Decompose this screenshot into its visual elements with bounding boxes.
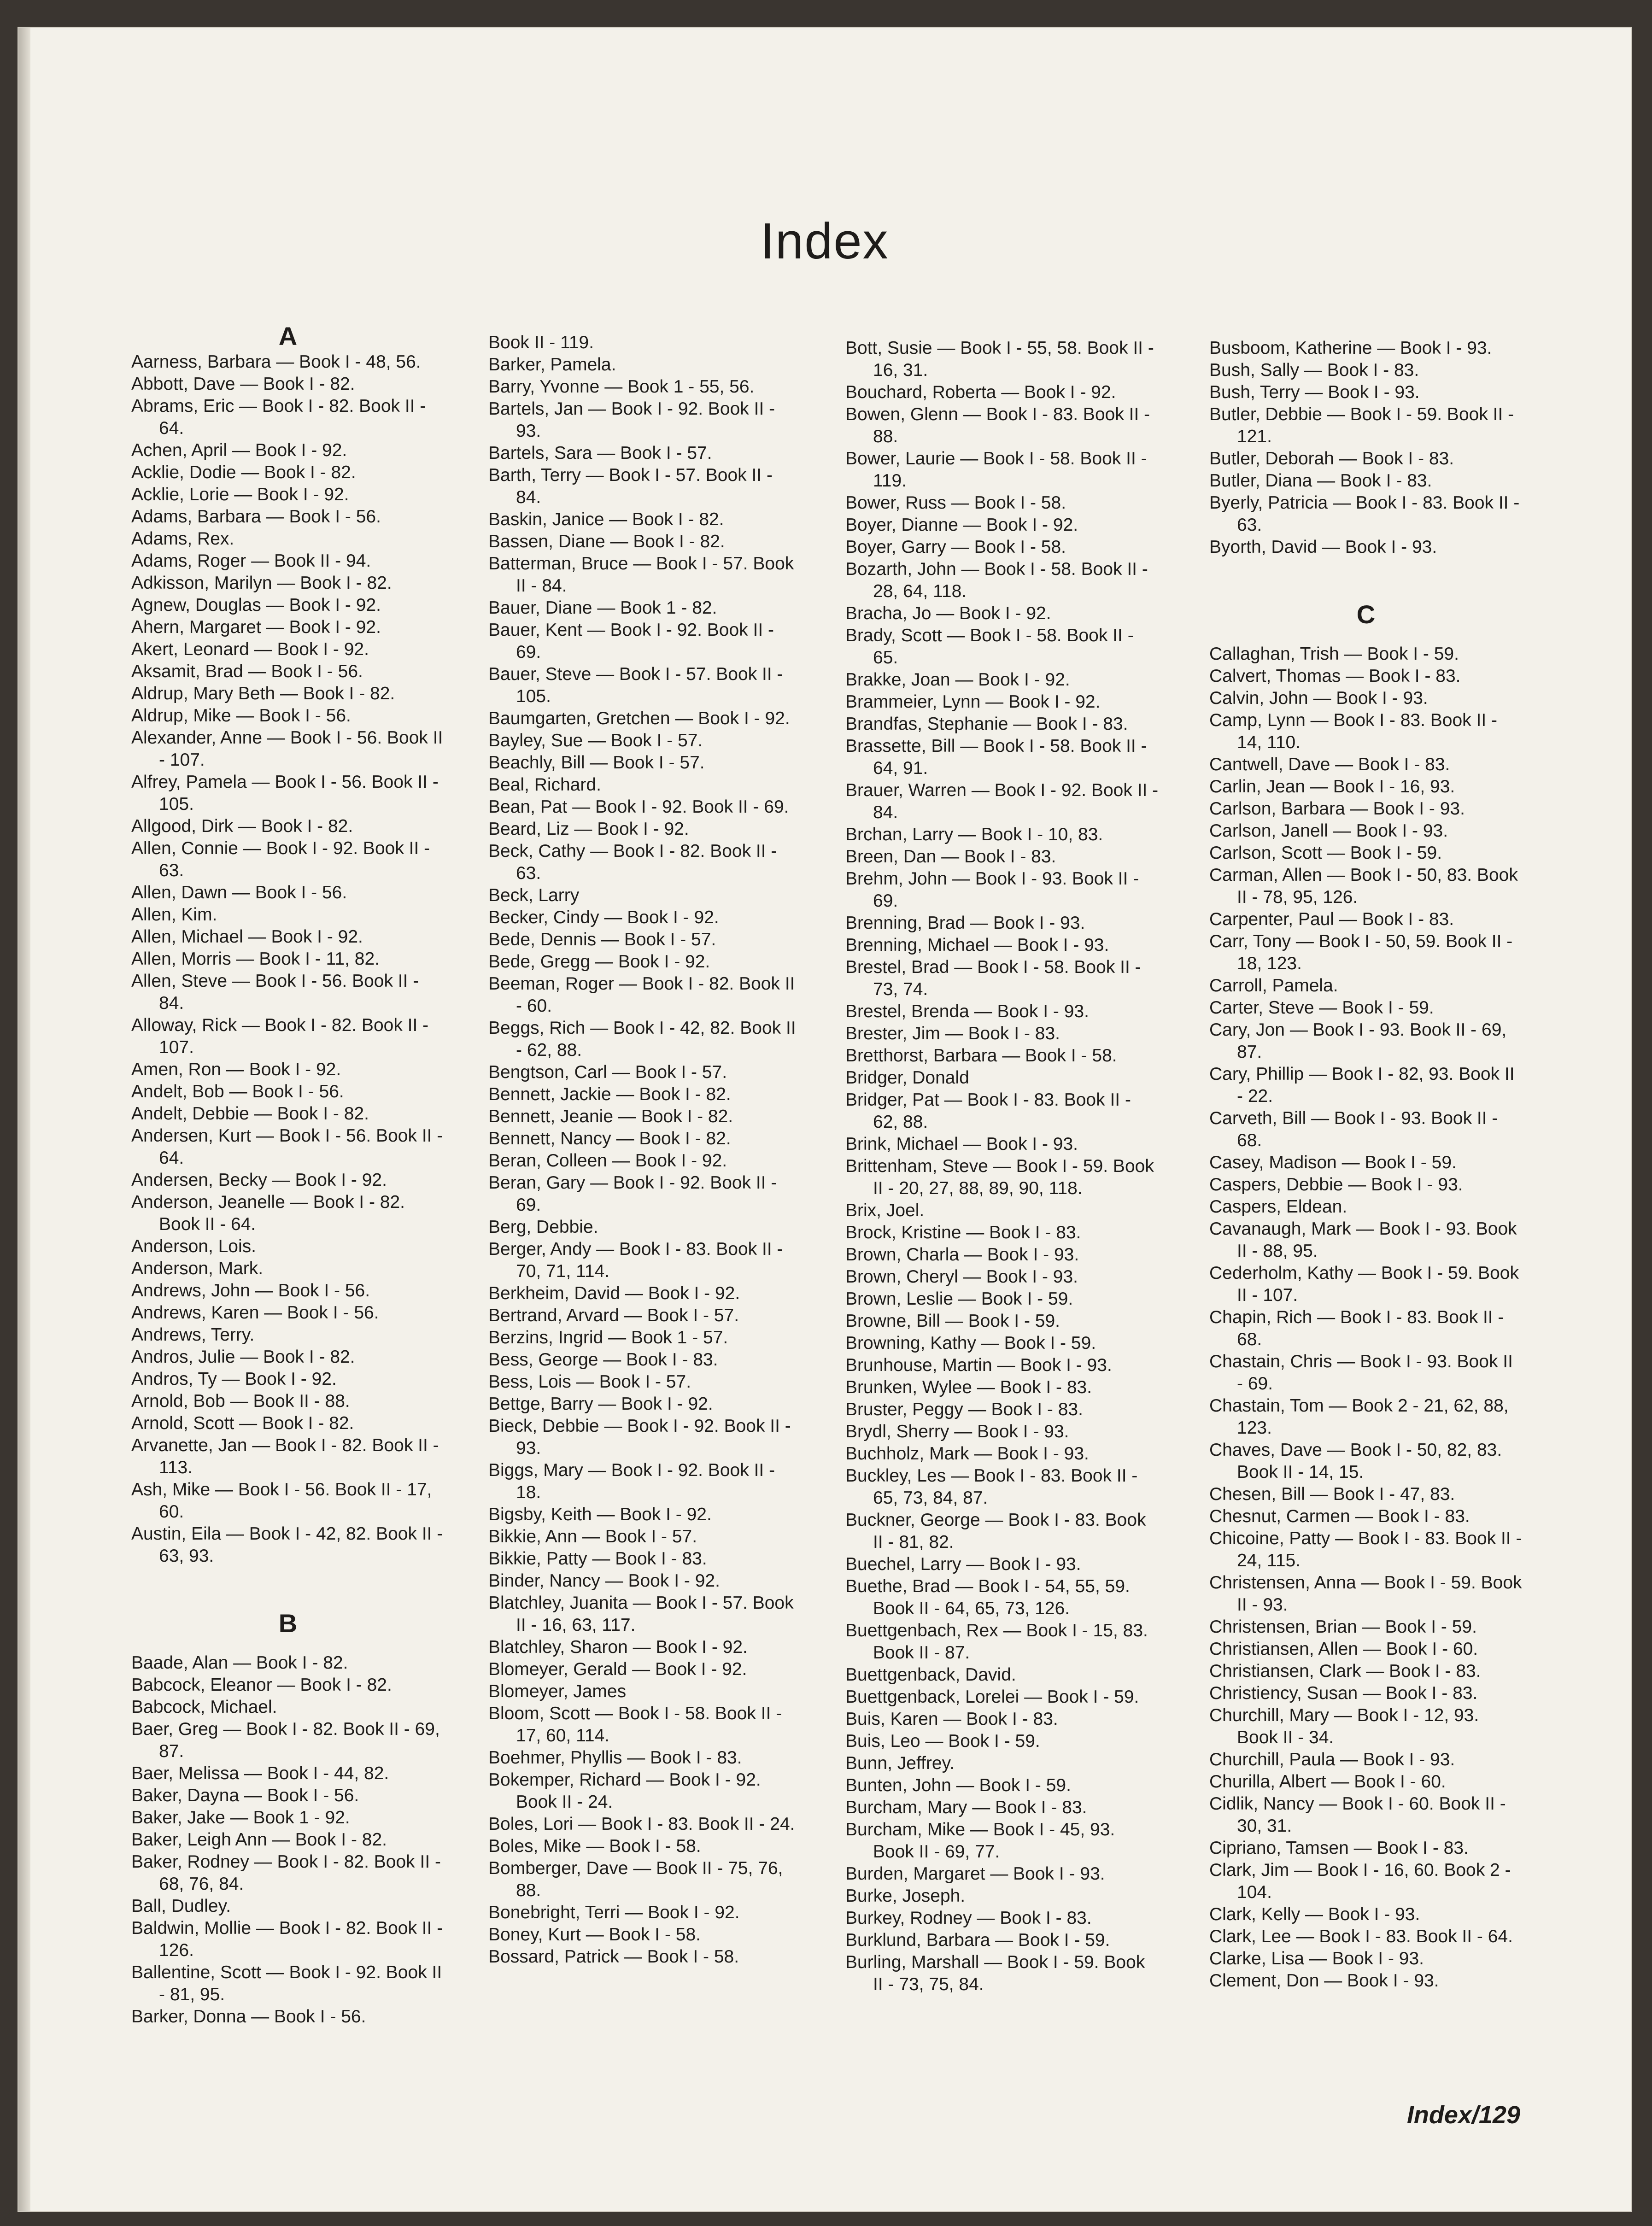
index-entry: Carlson, Scott — Book I - 59. — [1209, 843, 1442, 863]
index-entry: Baker, Dayna — Book I - 56. — [131, 1786, 359, 1805]
index-entry: Brydl, Sherry — Book I - 93. — [845, 1422, 1069, 1441]
index-entry: Boles, Mike — Book I - 58. — [488, 1836, 701, 1856]
index-entry: Burke, Joseph. — [845, 1886, 966, 1906]
index-entry: Abbott, Dave — Book I - 82. — [131, 374, 355, 394]
index-entry: Beran, Colleen — Book I - 92. — [488, 1151, 727, 1171]
index-entry: Chaves, Dave — Book I - 50, 82, 83. Book II - 14, 15. — [1209, 1440, 1502, 1482]
index-entry: Baer, Greg — Book I - 82. Book II - 69, 87. — [131, 1719, 440, 1761]
index-entry: Andelt, Bob — Book I - 56. — [131, 1082, 344, 1101]
index-entry: Blomeyer, James — [488, 1681, 627, 1701]
index-entry: Adams, Barbara — Book I - 56. — [131, 507, 381, 527]
index-entry: Bozarth, John — Book I - 58. Book II - 28, 64, 118. — [845, 559, 1148, 601]
index-entry: Arnold, Bob — Book II - 88. — [131, 1391, 350, 1411]
index-entry: Biggs, Mary — Book I - 92. Book II - 18. — [488, 1460, 775, 1502]
index-entry: Cidlik, Nancy — Book I - 60. Book II - 30, 31. — [1209, 1794, 1506, 1836]
index-entry: Brunhouse, Martin — Book I - 93. — [845, 1355, 1112, 1375]
index-entry: Brady, Scott — Book I - 58. Book II - 65. — [845, 626, 1134, 668]
index-entry: Busboom, Katherine — Book I - 93. — [1209, 338, 1492, 358]
index-entry: Chastain, Tom — Book 2 - 21, 62, 88, 123. — [1209, 1396, 1509, 1438]
index-entry: Brammeier, Lynn — Book I - 92. — [845, 692, 1101, 712]
index-entry: Bunten, John — Book I - 59. — [845, 1775, 1071, 1795]
index-entry: Bracha, Jo — Book I - 92. — [845, 603, 1051, 623]
index-entry: Acklie, Lorie — Book I - 92. — [131, 485, 349, 504]
index-column-1 — [131, 322, 445, 2028]
index-entry: Abrams, Eric — Book I - 82. Book II - 64. — [131, 396, 426, 438]
index-entry: Aldrup, Mary Beth — Book I - 82. — [131, 684, 395, 703]
index-entry: Bower, Laurie — Book I - 58. Book II - 119. — [845, 449, 1147, 491]
index-entry: Bikkie, Ann — Book I - 57. — [488, 1527, 697, 1546]
index-entry: Bennett, Jackie — Book I - 82. — [488, 1084, 731, 1104]
index-entry: Blomeyer, Gerald — Book I - 92. — [488, 1659, 747, 1679]
index-entry: Carter, Steve — Book I - 59. — [1209, 998, 1434, 1018]
index-entry: Berzins, Ingrid — Book 1 - 57. — [488, 1328, 728, 1347]
index-entry: Bede, Gregg — Book I - 92. — [488, 952, 710, 972]
index-entry: Caspers, Eldean. — [1209, 1197, 1347, 1217]
index-entry: Burling, Marshall — Book I - 59. Book II - 73, 75, 84. — [845, 1952, 1145, 1994]
index-entry: Bush, Terry — Book I - 93. — [1209, 382, 1420, 402]
index-entry: Barker, Donna — Book I - 56. — [131, 2007, 366, 2027]
index-entry: Boyer, Garry — Book I - 58. — [845, 537, 1066, 557]
index-entry: Burcham, Mary — Book I - 83. — [845, 1798, 1087, 1817]
index-entry: Breen, Dan — Book I - 83. — [845, 847, 1056, 867]
index-entry: Buettgenback, Lorelei — Book I - 59. — [845, 1687, 1139, 1707]
index-entry: Adams, Rex. — [131, 529, 234, 549]
index-entry: Bott, Susie — Book I - 55, 58. Book II - 16, 31. — [845, 338, 1154, 380]
index-entry: Cary, Jon — Book I - 93. Book II - 69, 87. — [1209, 1020, 1507, 1062]
index-entry: Aldrup, Mike — Book I - 56. — [131, 706, 351, 726]
index-entry: Blatchley, Sharon — Book I - 92. — [488, 1637, 748, 1657]
index-entry: Andros, Julie — Book I - 82. — [131, 1347, 355, 1367]
index-entry: Bloom, Scott — Book I - 58. Book II - 17, 60, 114. — [488, 1704, 782, 1746]
index-entry: Allen, Dawn — Book I - 56. — [131, 883, 347, 902]
index-entry: Carlin, Jean — Book I - 16, 93. — [1209, 777, 1455, 797]
index-entry: Christiansen, Allen — Book I - 60. — [1209, 1639, 1478, 1659]
index-entry: Cary, Phillip — Book I - 82, 93. Book II - 22. — [1209, 1064, 1515, 1106]
index-entry: Christensen, Brian — Book I - 59. — [1209, 1617, 1477, 1637]
index-entry: Calvin, John — Book I - 93. — [1209, 688, 1428, 708]
index-entry: Burkey, Rodney — Book I - 83. — [845, 1908, 1092, 1928]
index-entry: Bridger, Donald — [845, 1068, 969, 1088]
index-entry: Buckner, George — Book I - 83. Book II - 81, 82. — [845, 1510, 1146, 1552]
index-entry: Churilla, Albert — Book I - 60. — [1209, 1772, 1446, 1792]
index-entry: Bennett, Nancy — Book I - 82. — [488, 1129, 731, 1148]
index-entry: Brestel, Brenda — Book I - 93. — [845, 1002, 1089, 1021]
index-entry: Bossard, Patrick — Book I - 58. — [488, 1947, 739, 1967]
index-entry: Adams, Roger — Book II - 94. — [131, 551, 371, 571]
index-entry: Allen, Michael — Book I - 92. — [131, 927, 363, 947]
index-entry: Anderson, Lois. — [131, 1236, 257, 1256]
index-entry: Allgood, Dirk — Book I - 82. — [131, 816, 353, 836]
index-entry: Chesen, Bill — Book I - 47, 83. — [1209, 1484, 1455, 1504]
index-column-3 — [845, 337, 1159, 1996]
index-entry: Carlson, Janell — Book I - 93. — [1209, 821, 1448, 841]
index-entry: Brittenham, Steve — Book I - 59. Book II - 20, 27, 88, 89, 90, 118. — [845, 1156, 1154, 1198]
index-entry: Baker, Jake — Book 1 - 92. — [131, 1808, 350, 1828]
index-entry: Achen, April — Book I - 92. — [131, 440, 347, 460]
index-entry: Byorth, David — Book I - 93. — [1209, 537, 1437, 557]
index-entry: Baldwin, Mollie — Book I - 82. Book II - 126. — [131, 1918, 443, 1960]
index-entry: Clement, Don — Book I - 93. — [1209, 1971, 1439, 1991]
index-entry: Ballentine, Scott — Book I - 92. Book II - 81, 95. — [131, 1962, 442, 2004]
index-entry: Andrews, Terry. — [131, 1325, 255, 1345]
index-entry: Beeman, Roger — Book I - 82. Book II - 60. — [488, 974, 795, 1016]
index-entry: Chastain, Chris — Book I - 93. Book II - 69. — [1209, 1352, 1513, 1394]
index-entry: Baer, Melissa — Book I - 44, 82. — [131, 1763, 389, 1783]
index-page — [18, 28, 1631, 2211]
index-entry: Christensen, Anna — Book I - 59. Book II - 93. — [1209, 1573, 1522, 1615]
index-entry: Buechel, Larry — Book I - 93. — [845, 1554, 1081, 1574]
index-entry: Brunken, Wylee — Book I - 83. — [845, 1377, 1092, 1397]
index-entry: Amen, Ron — Book I - 92. — [131, 1060, 341, 1079]
index-entry: Babcock, Eleanor — Book I - 82. — [131, 1675, 392, 1695]
index-entry: Callaghan, Trish — Book I - 59. — [1209, 644, 1459, 664]
index-entry: Boles, Lori — Book I - 83. Book II - 24. — [488, 1814, 795, 1834]
index-entry: Calvert, Thomas — Book I - 83. — [1209, 666, 1461, 686]
index-entry: Bokemper, Richard — Book I - 92. Book II - 24. — [488, 1770, 761, 1812]
index-entry: Brester, Jim — Book I - 83. — [845, 1024, 1060, 1043]
index-entry: Austin, Eila — Book I - 42, 82. Book II - 63, 93. — [131, 1524, 443, 1566]
index-entry: Blatchley, Juanita — Book I - 57. Book II - 16, 63, 117. — [488, 1593, 794, 1635]
index-entry: Butler, Deborah — Book I - 83. — [1209, 449, 1454, 469]
section-letter: B — [278, 1609, 298, 1638]
index-entry: Beggs, Rich — Book I - 42, 82. Book II - 62, 88. — [488, 1018, 796, 1060]
index-entry: Baker, Rodney — Book I - 82. Book II - 68, 76, 84. — [131, 1852, 441, 1894]
index-entry: Book II - 119. — [488, 333, 594, 352]
index-entry: Agnew, Douglas — Book I - 92. — [131, 595, 381, 615]
index-entry: Camp, Lynn — Book I - 83. Book II - 14, 110. — [1209, 710, 1497, 752]
index-entry: Baskin, Janice — Book I - 82. — [488, 510, 724, 529]
index-entry: Bess, Lois — Book I - 57. — [488, 1372, 691, 1392]
index-entry: Buettgenback, David. — [845, 1665, 1016, 1685]
index-entry: Andrews, John — Book I - 56. — [131, 1281, 370, 1300]
index-entry: Ahern, Margaret — Book I - 92. — [131, 617, 381, 637]
index-entry: Christiansen, Clark — Book I - 83. — [1209, 1661, 1481, 1681]
index-entry: Allen, Kim. — [131, 905, 217, 925]
index-entry: Beran, Gary — Book I - 92. Book II - 69. — [488, 1173, 777, 1215]
index-entry: Bertrand, Arvard — Book I - 57. — [488, 1306, 739, 1325]
index-entry: Bowen, Glenn — Book I - 83. Book II - 88. — [845, 404, 1150, 446]
index-entry: Berkheim, David — Book I - 92. — [488, 1283, 740, 1303]
index-entry: Buis, Leo — Book I - 59. — [845, 1731, 1040, 1751]
index-entry: Browning, Kathy — Book I - 59. — [845, 1333, 1096, 1353]
index-entry: Boyer, Dianne — Book I - 92. — [845, 515, 1078, 535]
index-entry: Butler, Diana — Book I - 83. — [1209, 471, 1432, 491]
index-entry: Beck, Cathy — Book I - 82. Book II - 63. — [488, 841, 777, 883]
index-entry: Aksamit, Brad — Book I - 56. — [131, 662, 363, 681]
index-entry: Allen, Steve — Book I - 56. Book II - 84. — [131, 971, 419, 1013]
index-entry: Acklie, Dodie — Book I - 82. — [131, 463, 356, 482]
index-entry: Bauer, Kent — Book I - 92. Book II - 69. — [488, 620, 774, 662]
index-entry: Bartels, Sara — Book I - 57. — [488, 443, 712, 463]
index-entry: Andersen, Becky — Book I - 92. — [131, 1170, 387, 1190]
index-entry: Burklund, Barbara — Book I - 59. — [845, 1930, 1110, 1950]
index-entry: Andros, Ty — Book I - 92. — [131, 1369, 337, 1389]
index-column-2 — [488, 332, 802, 1968]
index-entry: Churchill, Mary — Book I - 12, 93. Book II - 34. — [1209, 1705, 1479, 1747]
index-entry: Bonebright, Terri — Book I - 92. — [488, 1903, 740, 1922]
index-entry: Bush, Sally — Book I - 83. — [1209, 360, 1419, 380]
index-entry: Boehmer, Phyllis — Book I - 83. — [488, 1748, 742, 1768]
index-entry: Baade, Alan — Book I - 82. — [131, 1653, 348, 1673]
index-entry: Bigsby, Keith — Book I - 92. — [488, 1505, 712, 1524]
index-entry: Becker, Cindy — Book I - 92. — [488, 908, 719, 927]
index-entry: Bede, Dennis — Book I - 57. — [488, 930, 716, 949]
index-entry: Clark, Kelly — Book I - 93. — [1209, 1904, 1420, 1924]
index-entry: Brestel, Brad — Book I - 58. Book II - 73, 74. — [845, 957, 1141, 999]
page-title: Index — [760, 213, 889, 269]
index-entry: Brchan, Larry — Book I - 10, 83. — [845, 825, 1103, 844]
index-entry: Bauer, Steve — Book I - 57. Book II - 105. — [488, 664, 783, 706]
index-entry: Buethe, Brad — Book I - 54, 55, 59. Book II - 64, 65, 73, 126. — [845, 1576, 1130, 1618]
index-entry: Brassette, Bill — Book I - 58. Book II - 64, 91. — [845, 736, 1147, 778]
section-letter: C — [1356, 600, 1376, 629]
index-entry: Akert, Leonard — Book I - 92. — [131, 639, 369, 659]
index-entry: Burcham, Mike — Book I - 45, 93. Book II - 69, 77. — [845, 1820, 1115, 1862]
index-entry: Buckley, Les — Book I - 83. Book II - 65, 73, 84, 87. — [845, 1466, 1138, 1508]
index-entry: Brown, Charla — Book I - 93. — [845, 1245, 1079, 1265]
index-entry: Ball, Dudley. — [131, 1896, 231, 1916]
index-entry: Carveth, Bill — Book I - 93. Book II - 68. — [1209, 1108, 1498, 1150]
index-entry: Baumgarten, Gretchen — Book I - 92. — [488, 709, 790, 728]
index-entry: Bouchard, Roberta — Book I - 92. — [845, 382, 1116, 402]
index-entry: Brandfas, Stephanie — Book I - 83. — [845, 714, 1128, 734]
index-entry: Brink, Michael — Book I - 93. — [845, 1134, 1078, 1154]
index-entry: Beard, Liz — Book I - 92. — [488, 819, 689, 839]
section-letter: A — [278, 322, 298, 351]
index-entry: Bieck, Debbie — Book I - 92. Book II - 93. — [488, 1416, 791, 1458]
index-entry: Carlson, Barbara — Book I - 93. — [1209, 799, 1465, 819]
index-entry: Cipriano, Tamsen — Book I - 83. — [1209, 1838, 1469, 1858]
index-entry: Browne, Bill — Book I - 59. — [845, 1311, 1060, 1331]
index-entry: Bridger, Pat — Book I - 83. Book II - 62, 88. — [845, 1090, 1131, 1132]
index-entry: Arnold, Scott — Book I - 82. — [131, 1413, 354, 1433]
index-entry: Chesnut, Carmen — Book I - 83. — [1209, 1506, 1470, 1526]
page-footer: Index/129 — [1406, 2101, 1520, 2129]
index-entry: Alfrey, Pamela — Book I - 56. Book II - 105. — [131, 772, 439, 814]
index-entry: Brown, Cheryl — Book I - 93. — [845, 1267, 1078, 1287]
index-entry: Bikkie, Patty — Book I - 83. — [488, 1549, 707, 1569]
index-entry: Bengtson, Carl — Book I - 57. — [488, 1062, 727, 1082]
index-entry: Barth, Terry — Book I - 57. Book II - 84. — [488, 465, 773, 507]
index-entry: Babcock, Michael. — [131, 1697, 277, 1717]
index-entry: Bower, Russ — Book I - 58. — [845, 493, 1066, 513]
index-entry: Batterman, Bruce — Book I - 57. Book II - 84. — [488, 554, 794, 596]
index-entry: Brehm, John — Book I - 93. Book II - 69. — [845, 869, 1139, 911]
index-entry: Brakke, Joan — Book I - 92. — [845, 670, 1070, 690]
index-entry: Brown, Leslie — Book I - 59. — [845, 1289, 1073, 1309]
index-entry: Brix, Joel. — [845, 1201, 925, 1220]
index-entry: Brenning, Michael — Book I - 93. — [845, 935, 1109, 955]
index-entry: Bess, George — Book I - 83. — [488, 1350, 718, 1370]
index-entry: Buis, Karen — Book I - 83. — [845, 1709, 1058, 1729]
index-entry: Boney, Kurt — Book I - 58. — [488, 1925, 701, 1945]
index-entry: Casey, Madison — Book I - 59. — [1209, 1153, 1457, 1172]
index-entry: Bauer, Diane — Book 1 - 82. — [488, 598, 717, 618]
index-entry: Berg, Debbie. — [488, 1217, 598, 1237]
index-entry: Caspers, Debbie — Book I - 93. — [1209, 1175, 1463, 1195]
index-entry: Anderson, Mark. — [131, 1259, 264, 1278]
index-entry: Ash, Mike — Book I - 56. Book II - 17, 60. — [131, 1480, 432, 1522]
index-entry: Cederholm, Kathy — Book I - 59. Book II - 107. — [1209, 1263, 1519, 1305]
index-entry: Buettgenbach, Rex — Book I - 15, 83. Book II - 87. — [845, 1621, 1148, 1663]
index-entry: Barker, Pamela. — [488, 355, 616, 375]
index-entry: Chicoine, Patty — Book I - 83. Book II - 24, 115. — [1209, 1529, 1522, 1570]
index-entry: Cavanaugh, Mark — Book I - 93. Book II - 88, 95. — [1209, 1219, 1517, 1261]
index-entry: Andrews, Karen — Book I - 56. — [131, 1303, 379, 1323]
index-entry: Alloway, Rick — Book I - 82. Book II - 107. — [131, 1015, 429, 1057]
index-entry: Carroll, Pamela. — [1209, 976, 1338, 996]
index-entry: Barry, Yvonne — Book 1 - 55, 56. — [488, 377, 755, 397]
index-entry: Bomberger, Dave — Book II - 75, 76, 88. — [488, 1858, 783, 1900]
index-entry: Allen, Morris — Book I - 11, 82. — [131, 949, 380, 969]
index-entry: Alexander, Anne — Book I - 56. Book II - 107. — [131, 728, 443, 770]
index-entry: Brenning, Brad — Book I - 93. — [845, 913, 1085, 933]
index-entry: Clark, Lee — Book I - 83. Book II - 64. — [1209, 1927, 1513, 1946]
index-entry: Bettge, Barry — Book I - 92. — [488, 1394, 713, 1414]
index-entry: Bean, Pat — Book I - 92. Book II - 69. — [488, 797, 789, 817]
index-entry: Aarness, Barbara — Book I - 48, 56. — [131, 352, 421, 372]
index-entry: Clark, Jim — Book I - 16, 60. Book 2 - 104. — [1209, 1860, 1511, 1902]
index-entry: Bassen, Diane — Book I - 82. — [488, 532, 725, 551]
index-entry: Cantwell, Dave — Book I - 83. — [1209, 755, 1450, 774]
index-entry: Byerly, Patricia — Book I - 83. Book II - 63. — [1209, 493, 1520, 535]
index-entry: Clarke, Lisa — Book I - 93. — [1209, 1949, 1424, 1968]
index-entry: Arvanette, Jan — Book I - 82. Book II - 113. — [131, 1435, 439, 1477]
index-entry: Carr, Tony — Book I - 50, 59. Book II - 18, 123. — [1209, 931, 1513, 973]
index-entry: Adkisson, Marilyn — Book I - 82. — [131, 573, 392, 593]
index-column-4 — [1209, 337, 1523, 1992]
index-entry: Buchholz, Mark — Book I - 93. — [845, 1444, 1089, 1464]
page-binding-edge — [18, 28, 30, 2211]
index-entry: Andelt, Debbie — Book I - 82. — [131, 1104, 369, 1124]
index-entry: Bennett, Jeanie — Book I - 82. — [488, 1107, 733, 1126]
index-entry: Baker, Leigh Ann — Book I - 82. — [131, 1830, 387, 1850]
index-entry: Beck, Larry — [488, 885, 580, 905]
index-entry: Bretthorst, Barbara — Book I - 58. — [845, 1046, 1117, 1066]
index-entry: Anderson, Jeanelle — Book I - 82. Book II - 64. — [131, 1192, 405, 1234]
index-entry: Bruster, Peggy — Book I - 83. — [845, 1400, 1083, 1419]
index-entry: Brauer, Warren — Book I - 92. Book II - 84. — [845, 780, 1159, 822]
index-entry: Carpenter, Paul — Book I - 83. — [1209, 909, 1454, 929]
index-entry: Bunn, Jeffrey. — [845, 1753, 955, 1773]
index-entry: Burden, Margaret — Book I - 93. — [845, 1864, 1105, 1884]
index-entry: Bartels, Jan — Book I - 92. Book II - 93. — [488, 399, 775, 441]
index-entry: Bayley, Sue — Book I - 57. — [488, 731, 703, 750]
index-entry: Berger, Andy — Book I - 83. Book II - 70, 71, 114. — [488, 1239, 783, 1281]
index-entry: Churchill, Paula — Book I - 93. — [1209, 1750, 1455, 1769]
index-entry: Beachly, Bill — Book I - 57. — [488, 753, 705, 773]
index-entry: Carman, Allen — Book I - 50, 83. Book II - 78, 95, 126. — [1209, 865, 1518, 907]
index-entry: Brock, Kristine — Book I - 83. — [845, 1223, 1081, 1242]
index-entry: Chapin, Rich — Book I - 83. Book II - 68. — [1209, 1307, 1504, 1349]
index-entry: Butler, Debbie — Book I - 59. Book II - 121. — [1209, 404, 1514, 446]
index-entry: Allen, Connie — Book I - 92. Book II - 63. — [131, 838, 430, 880]
index-entry: Andersen, Kurt — Book I - 56. Book II - 64. — [131, 1126, 443, 1168]
index-entry: Christiency, Susan — Book I - 83. — [1209, 1683, 1478, 1703]
index-entry: Binder, Nancy — Book I - 92. — [488, 1571, 720, 1591]
index-entry: Beal, Richard. — [488, 775, 601, 795]
